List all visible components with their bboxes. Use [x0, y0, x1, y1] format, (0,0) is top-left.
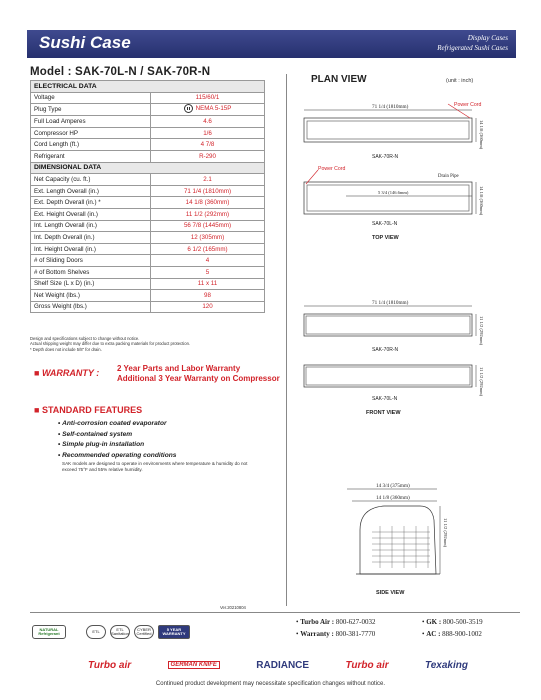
- table-row: Shelf Size (L x D) (in.) 11 x 11: [31, 278, 265, 290]
- list-item: • Recommended operating conditions: [58, 451, 176, 462]
- ac-label: AC :: [426, 630, 441, 638]
- top-view-r-inner: [307, 121, 469, 139]
- table-row: Int. Height Overall (in.) 6 1/2 (165mm): [31, 243, 265, 255]
- list-item: • Anti-corrosion coated evaporator: [58, 419, 176, 430]
- front-view-r-inner: [306, 316, 470, 334]
- table-row: Net Capacity (cu. ft.) 2.1: [31, 174, 265, 186]
- german-knife-logo: GERMAN KNIFE: [168, 661, 220, 669]
- standard-features-title: ■ STANDARD FEATURES: [34, 405, 143, 415]
- dim-side-depth: 14 1/8 (360mm): [376, 495, 410, 501]
- turbo-air-logo-2: Turbo air: [345, 659, 389, 671]
- dim-side-height: 11 1/2 (292mm): [443, 518, 448, 548]
- dim-height-front-l: 11 1/2 (292mm): [479, 367, 484, 397]
- model-label-top-r: SAK-70R-N: [372, 154, 399, 160]
- side-view-label: SIDE VIEW: [376, 590, 405, 596]
- page-title: Sushi Case: [39, 33, 131, 52]
- table-row: Full Load Amperes 4.6: [31, 116, 265, 128]
- table-row: Ext. Height Overall (in.) 11 1/2 (292mm): [31, 208, 265, 220]
- drain-pipe-label: Drain Pipe: [438, 174, 459, 179]
- gk-label: GK :: [426, 618, 442, 626]
- power-cord-label-r: Power Cord: [454, 102, 482, 108]
- plan-view-title: PLAN VIEW: [311, 74, 367, 85]
- model-label-top-l: SAK-70L-N: [372, 221, 398, 227]
- ac-phone: 888-900-1002: [442, 630, 482, 638]
- footer-divider: [30, 612, 520, 613]
- model-heading: Model : SAK-70L-N / SAK-70R-N: [30, 66, 211, 78]
- cyber-certified-logo: CYBER Certified: [134, 625, 154, 639]
- brand-logos: [88, 657, 468, 673]
- version-label: Ver.20210804: [220, 605, 246, 610]
- model-label-front-l: SAK-70L-N: [372, 396, 398, 402]
- side-view-outline: [360, 506, 436, 574]
- warranty-contact-label: Warranty :: [300, 630, 334, 638]
- table-row: Refrigerant R-290: [31, 150, 265, 162]
- front-view-l-inner: [306, 367, 470, 385]
- unit-label: (unit : inch): [446, 78, 474, 84]
- table-row: Net Weight (lbs.) 98: [31, 290, 265, 302]
- power-cord-label-l: Power Cord: [318, 166, 346, 172]
- warranty-text: 2 Year Parts and Labor Warranty Additional 3 Year Warranty on Compressor: [117, 364, 280, 383]
- dim-depth-top-l: 14 1/8 (360mm): [479, 186, 484, 216]
- turbo-air-phone: 800-627-0032: [335, 618, 376, 626]
- dim-length-top: 71 1/4 (1810mm): [372, 104, 409, 110]
- dim-inner: 5 3/4 (146.6mm): [378, 190, 409, 195]
- top-view-l-outline: [304, 182, 472, 214]
- table-row: Voltage 115/60/1: [31, 92, 265, 104]
- table-row: Plug Type NEMA 5-15P: [31, 104, 265, 116]
- list-item: • Simple plug-in installation: [58, 440, 176, 451]
- spec-notes: Design and specifications subject to change without notice. Actual shipping weight may differ due to extra packing materials for product protection. * Depth does not include 5/8" for drain.: [30, 336, 191, 352]
- table-row: Int. Length Overall (in.) 56 7/8 (1445mm): [31, 220, 265, 232]
- etl-sanitation-logo: ETL Sanitation: [110, 625, 130, 639]
- turbo-air-logo: Turbo air: [88, 659, 132, 671]
- front-view-l-outline: [304, 365, 472, 387]
- model-label-front-r: SAK-70R-N: [372, 347, 399, 353]
- front-view-label: FRONT VIEW: [366, 410, 401, 416]
- top-view-label: TOP VIEW: [372, 235, 399, 241]
- dim-length-front: 71 1/4 (1810mm): [372, 300, 409, 306]
- table-row: Compressor HP 1/6: [31, 127, 265, 139]
- texaking-logo: Texaking: [425, 659, 468, 671]
- table-row: Gross Weight (lbs.) 120: [31, 301, 265, 313]
- table-row: Int. Depth Overall (in.) 12 (305mm): [31, 232, 265, 244]
- radiance-logo: RADIANCE: [256, 659, 310, 671]
- table-row: # of Sliding Doors 4: [31, 255, 265, 267]
- table-row: # of Bottom Shelves 5: [31, 266, 265, 278]
- footer-note: Continued product development may necessitate specification changes without notice.: [155, 681, 386, 687]
- table-row: Ext. Length Overall (in.) 71 1/4 (1810mm): [31, 185, 265, 197]
- warranty-label: ■ WARRANTY :: [34, 368, 100, 378]
- five-year-warranty-logo: 5 YEAR WARRANTY: [158, 625, 190, 639]
- side-view-grille: [372, 526, 430, 568]
- dim-height-front-r: 11 1/2 (292mm): [479, 316, 484, 346]
- operating-note: SAK models are designed to operate in environments where temperature & humidity do not exceed 75°F and 55% relative humidity.: [62, 461, 248, 472]
- list-item: • Self-contained system: [58, 430, 176, 441]
- turbo-air-label: Turbo Air :: [300, 618, 335, 626]
- subcategory-label: Refrigerated Sushi Cases: [437, 44, 508, 52]
- top-view-l-inner: [307, 185, 469, 211]
- gk-phone: 800-500-3519: [442, 618, 483, 626]
- dim-depth-top-r: 14 1/8 (360mm): [479, 120, 484, 150]
- etl-logo: ETL: [86, 625, 106, 639]
- dimensional-data-header: DIMENSIONAL DATA: [31, 162, 265, 174]
- dim-side-top: 14 3/4 (375mm): [376, 483, 410, 489]
- table-row: Cord Length (ft.) 4 7/8: [31, 139, 265, 151]
- contact-info: • Turbo Air : 800-627-0032 • GK : 800-500-3519 • Warranty : 800-381-7770 • AC : 888-900-1002: [296, 618, 483, 638]
- natural-refrigerant-logo: NATURAL Refrigerant: [32, 625, 66, 639]
- table-row: Ext. Depth Overall (in.) * 14 1/8 (360mm): [31, 197, 265, 209]
- top-view-r-outline: [304, 118, 472, 142]
- electrical-data-header: ELECTRICAL DATA: [31, 81, 265, 93]
- warranty-phone: 800-381-7770: [335, 630, 376, 638]
- front-view-r-outline: [304, 314, 472, 336]
- category-label: Display Cases: [467, 34, 508, 42]
